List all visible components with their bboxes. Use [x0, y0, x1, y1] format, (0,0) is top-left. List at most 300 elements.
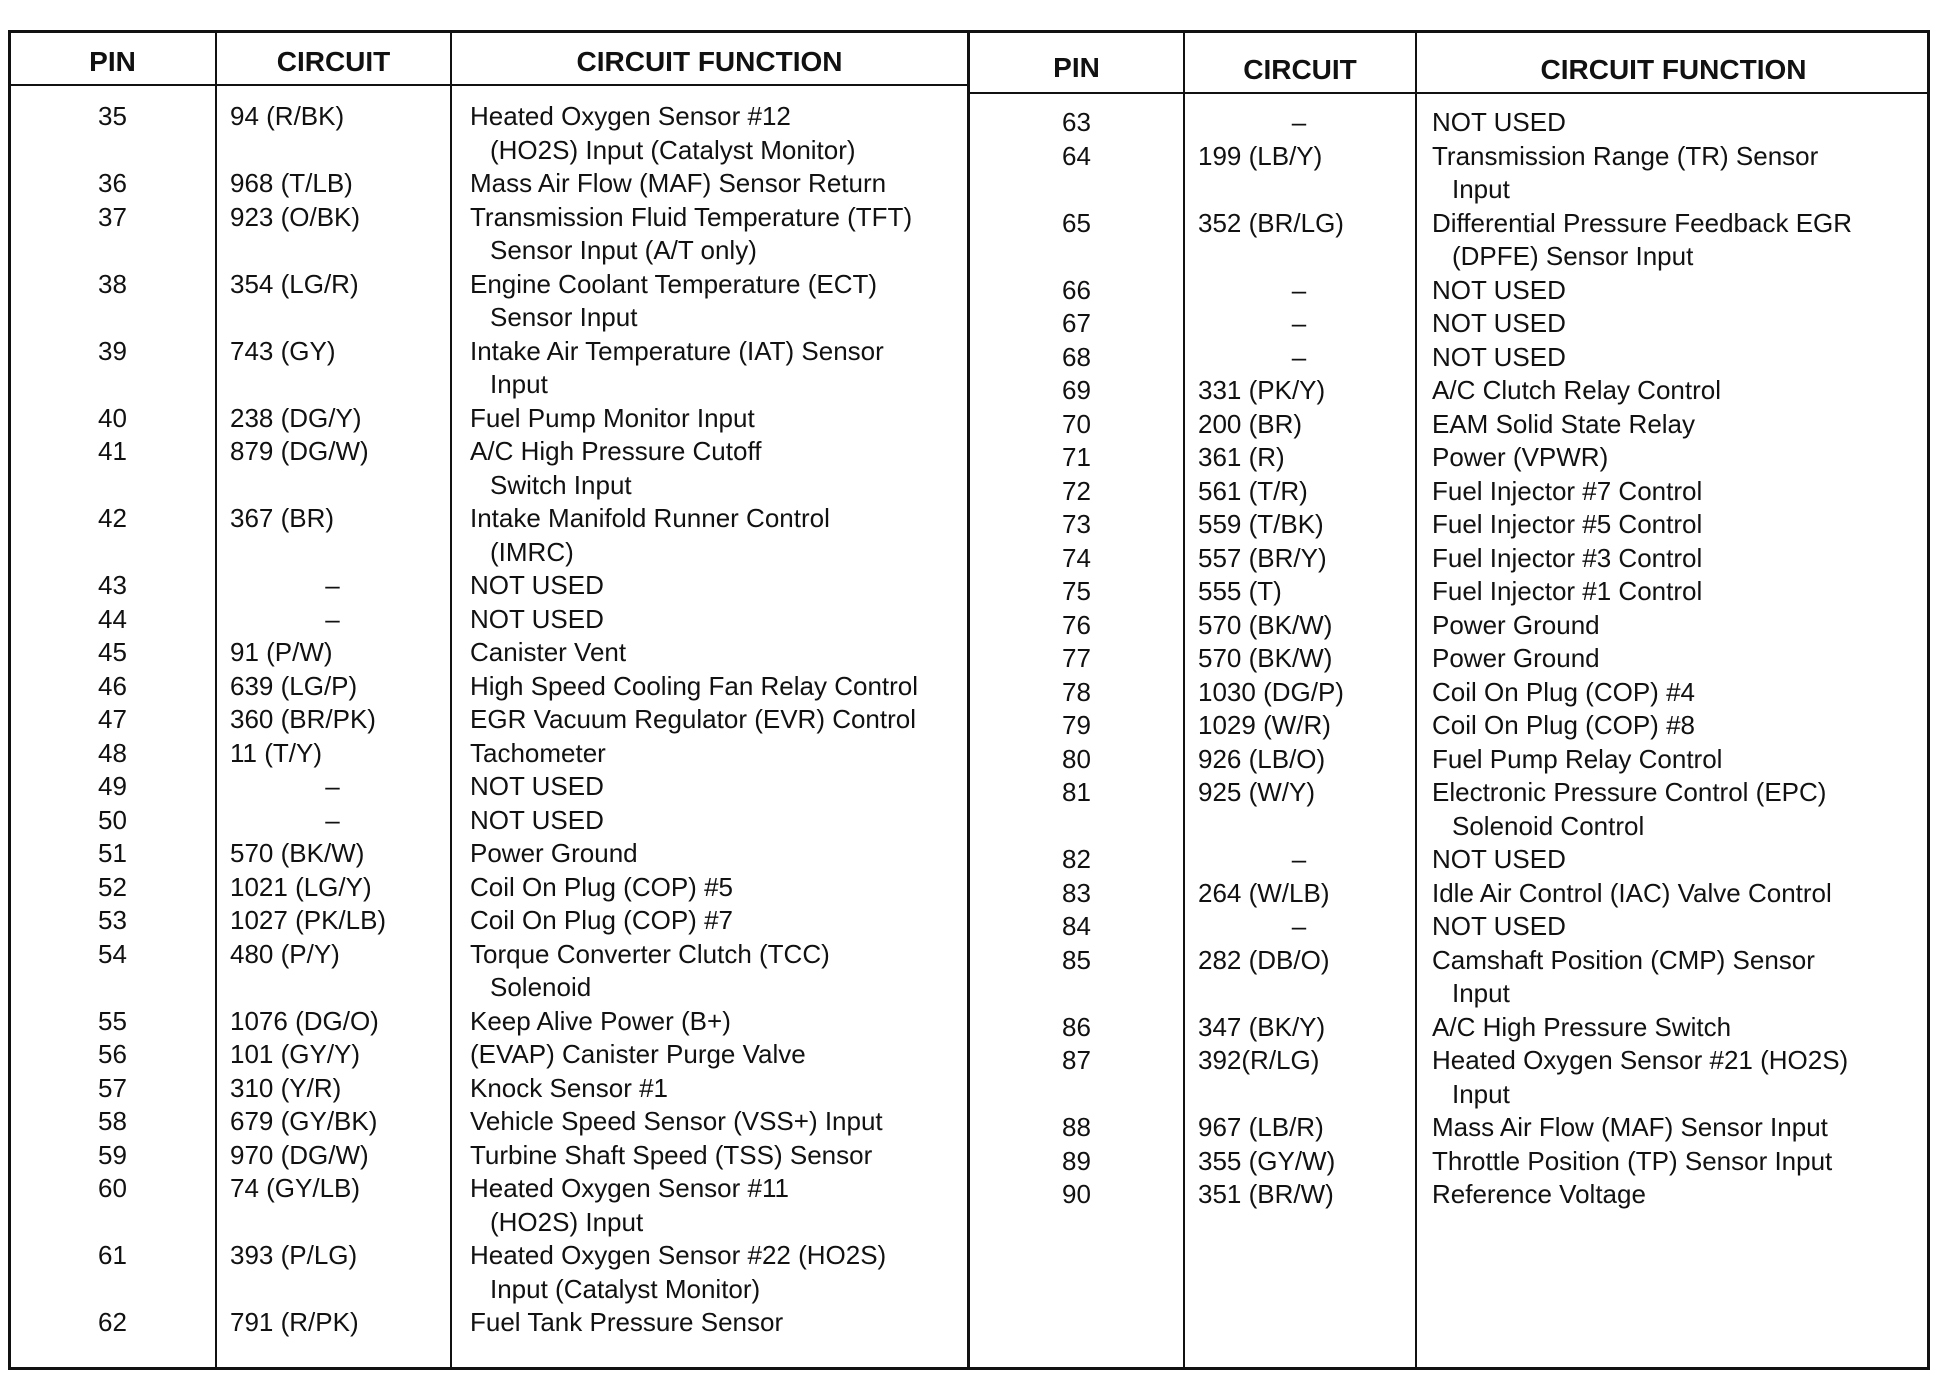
circuit-function — [1415, 944, 1928, 1011]
pin-number: 78 — [1062, 676, 1091, 707]
circuit-code: 393 (P/LG) — [230, 1240, 358, 1270]
circuit-code: 331 (PK/Y) — [1198, 375, 1326, 405]
circuit-code: – — [1291, 308, 1307, 338]
table-row — [10, 837, 965, 871]
table-row — [970, 374, 1928, 408]
circuit-code: 355 (GY/W) — [1198, 1145, 1336, 1176]
pin-number: 68 — [1062, 341, 1091, 372]
circuit-function — [1415, 441, 1928, 475]
table-row — [10, 268, 965, 335]
table-row — [970, 1044, 1928, 1111]
circuit-code: 555 (T) — [1198, 576, 1282, 606]
header-circuit-right: CIRCUIT — [1243, 54, 1357, 85]
function-line: Engine Coolant Temperature (ECT) — [470, 268, 878, 299]
pin-number: 59 — [98, 1139, 127, 1170]
function-line: Vehicle Speed Sensor (VSS+) Input — [470, 1106, 883, 1136]
table-row — [970, 910, 1928, 944]
circuit-code: 199 (LB/Y) — [1198, 140, 1323, 171]
pin-number: 37 — [98, 201, 127, 232]
function-line: Throttle Position (TP) Sensor Input — [1432, 1145, 1833, 1176]
circuit-function — [1415, 341, 1928, 375]
table-row — [970, 207, 1928, 274]
function-line: Fuel Injector #1 Control — [1432, 576, 1703, 606]
function-line: Power Ground — [1432, 609, 1600, 640]
circuit-code: 360 (BR/PK) — [230, 704, 376, 734]
table-row — [970, 441, 1928, 475]
function-line: Mass Air Flow (MAF) Sensor Return — [470, 168, 887, 198]
pin-number: 62 — [98, 1307, 127, 1337]
circuit-code: 361 (R) — [1198, 442, 1285, 472]
function-line: Idle Air Control (IAC) Valve Control — [1432, 877, 1832, 908]
table-row — [10, 1306, 965, 1340]
pin-number: 46 — [98, 670, 127, 701]
function-line: Heated Oxygen Sensor #22 (HO2S) — [470, 1240, 887, 1270]
table-row — [10, 402, 965, 436]
function-line: Reference Voltage — [1432, 1179, 1646, 1209]
table-row — [10, 804, 965, 838]
function-line: Fuel Injector #3 Control — [1432, 542, 1703, 573]
function-line: A/C High Pressure Switch — [1432, 1011, 1732, 1042]
function-line: Power Ground — [1432, 643, 1600, 673]
circuit-code: 1029 (W/R) — [1198, 710, 1331, 740]
pin-number: 80 — [1062, 743, 1091, 774]
circuit-function — [450, 1005, 965, 1039]
table-row — [970, 944, 1928, 1011]
circuit-function — [1415, 508, 1928, 542]
function-line: A/C High Pressure Cutoff — [470, 436, 762, 466]
circuit-function — [1415, 1178, 1928, 1212]
circuit-function — [1415, 609, 1928, 643]
table-row — [10, 167, 965, 201]
table-row — [970, 106, 1928, 140]
circuit-function — [1415, 709, 1928, 743]
circuit-code: 968 (T/LB) — [230, 168, 353, 198]
circuit-function — [450, 1139, 965, 1173]
pin-number: 38 — [98, 268, 127, 299]
pin-number: 63 — [1062, 107, 1091, 137]
function-line: (DPFE) Sensor Input — [1452, 241, 1694, 271]
pin-number: 79 — [1062, 710, 1091, 740]
circuit-code: 1027 (PK/LB) — [230, 905, 387, 935]
function-line: (HO2S) Input — [490, 1206, 644, 1237]
circuit-code: 570 (BK/W) — [1198, 643, 1333, 673]
header-rule-right — [969, 92, 1930, 94]
table-row — [10, 603, 965, 637]
pin-number: 40 — [98, 402, 127, 433]
table-row — [10, 904, 965, 938]
table-row — [10, 1005, 965, 1039]
function-line: NOT USED — [1432, 274, 1566, 305]
circuit-code: 879 (DG/W) — [230, 436, 369, 466]
table-row — [970, 1111, 1928, 1145]
circuit-code: 392(R/LG) — [1198, 1045, 1320, 1075]
circuit-code: 94 (R/BK) — [230, 101, 345, 131]
circuit-code: 347 (BK/Y) — [1198, 1011, 1326, 1042]
table-row — [970, 307, 1928, 341]
circuit-code: 561 (T/R) — [1198, 475, 1308, 506]
circuit-code: – — [325, 804, 340, 835]
circuit-code: 352 (BR/LG) — [1198, 207, 1344, 238]
circuit-function — [450, 737, 965, 771]
table-row — [10, 938, 965, 1005]
pin-number: 75 — [1062, 576, 1091, 606]
function-line: Turbine Shaft Speed (TSS) Sensor — [470, 1139, 873, 1170]
function-line: Transmission Fluid Temperature (TFT) — [470, 201, 913, 232]
circuit-code: 91 (P/W) — [230, 637, 333, 667]
table-row — [970, 743, 1928, 777]
circuit-code: – — [325, 570, 340, 600]
pin-number: 41 — [98, 436, 127, 466]
pin-number: 71 — [1062, 442, 1091, 472]
table-row — [970, 508, 1928, 542]
circuit-function — [450, 871, 965, 905]
function-line: Tachometer — [470, 737, 606, 768]
pin-number: 72 — [1062, 475, 1091, 506]
function-line: (EVAP) Canister Purge Valve — [470, 1039, 806, 1069]
function-line: Power (VPWR) — [1432, 442, 1609, 472]
circuit-code: 679 (GY/BK) — [230, 1106, 378, 1136]
right-rows — [970, 106, 1928, 1212]
function-line: Differential Pressure Feedback EGR — [1432, 207, 1853, 238]
function-line: Solenoid Control — [1452, 810, 1645, 841]
circuit-code: 926 (LB/O) — [1198, 743, 1326, 774]
header-pin-right: PIN — [1053, 52, 1100, 83]
table-row — [10, 636, 965, 670]
circuit-function — [1415, 475, 1928, 509]
header-rule-left — [8, 84, 967, 86]
function-line: NOT USED — [1432, 308, 1566, 338]
function-line: NOT USED — [1432, 107, 1566, 137]
table-row — [970, 140, 1928, 207]
pin-number: 65 — [1062, 207, 1091, 238]
circuit-code: 1030 (DG/P) — [1198, 676, 1344, 707]
pin-number: 77 — [1062, 643, 1091, 673]
pin-number: 87 — [1062, 1045, 1091, 1075]
circuit-function — [1415, 910, 1928, 944]
table-row — [10, 335, 965, 402]
circuit-code: 559 (T/BK) — [1198, 509, 1324, 539]
table-row — [10, 201, 965, 268]
circuit-code: 11 (T/Y) — [230, 737, 322, 768]
pin-number: 86 — [1062, 1011, 1091, 1042]
pin-number: 83 — [1062, 877, 1091, 908]
circuit-code: – — [1291, 274, 1307, 305]
circuit-function — [450, 100, 965, 167]
circuit-function — [450, 670, 965, 704]
table-row — [970, 1145, 1928, 1179]
table-row — [10, 1105, 965, 1139]
pin-number: 74 — [1062, 542, 1091, 573]
pin-number: 36 — [98, 168, 127, 198]
circuit-function — [1415, 575, 1928, 609]
circuit-function — [450, 703, 965, 737]
function-line: Coil On Plug (COP) #7 — [470, 905, 733, 935]
function-line: EGR Vacuum Regulator (EVR) Control — [470, 704, 917, 734]
function-line: Fuel Injector #7 Control — [1432, 475, 1703, 506]
circuit-function — [450, 335, 965, 402]
circuit-function — [450, 904, 965, 938]
circuit-function — [450, 770, 965, 804]
circuit-code: 101 (GY/Y) — [230, 1039, 361, 1069]
table-row — [10, 871, 965, 905]
circuit-code: 1076 (DG/O) — [230, 1005, 379, 1036]
circuit-function — [1415, 1145, 1928, 1179]
pin-number: 48 — [98, 737, 127, 768]
function-line: Input — [1452, 1078, 1510, 1109]
left-rows — [10, 100, 965, 1340]
circuit-code: 74 (GY/LB) — [230, 1173, 361, 1203]
table-row — [10, 1239, 965, 1306]
table-row — [970, 408, 1928, 442]
function-line: NOT USED — [470, 603, 604, 634]
circuit-function — [450, 569, 965, 603]
circuit-code: 923 (O/BK) — [230, 201, 361, 232]
circuit-function — [1415, 307, 1928, 341]
pin-number: 51 — [98, 838, 127, 868]
pin-number: 53 — [98, 905, 127, 935]
circuit-code: 367 (BR) — [230, 503, 335, 533]
circuit-function — [1415, 106, 1928, 140]
function-line: Solenoid — [490, 972, 592, 1002]
circuit-function — [1415, 374, 1928, 408]
circuit-code: 200 (BR) — [1198, 408, 1303, 439]
circuit-function — [450, 1239, 965, 1306]
function-line: Coil On Plug (COP) #5 — [470, 871, 733, 902]
table-row — [970, 1011, 1928, 1045]
pin-number: 35 — [98, 101, 127, 131]
circuit-function — [450, 1306, 965, 1340]
table-row — [10, 1072, 965, 1106]
circuit-code: 570 (BK/W) — [230, 838, 365, 868]
table-row — [970, 475, 1928, 509]
table-row — [970, 575, 1928, 609]
circuit-function — [450, 837, 965, 871]
circuit-function — [450, 268, 965, 335]
function-line: (IMRC) — [490, 536, 574, 567]
function-line: (HO2S) Input (Catalyst Monitor) — [490, 134, 856, 165]
pin-number: 76 — [1062, 609, 1091, 640]
pin-number: 54 — [98, 938, 127, 969]
circuit-function — [1415, 140, 1928, 207]
function-line: Power Ground — [470, 838, 638, 868]
table-row — [10, 1139, 965, 1173]
function-line: Canister Vent — [470, 637, 627, 667]
pin-number: 88 — [1062, 1112, 1091, 1142]
circuit-code: 639 (LG/P) — [230, 670, 358, 701]
table-row — [970, 542, 1928, 576]
circuit-function — [1415, 642, 1928, 676]
pin-number: 45 — [98, 637, 127, 667]
function-line: NOT USED — [1432, 844, 1566, 874]
pin-number: 61 — [98, 1240, 127, 1270]
function-line: Fuel Tank Pressure Sensor — [470, 1307, 784, 1337]
circuit-function — [1415, 207, 1928, 274]
table-row — [970, 877, 1928, 911]
circuit-code: 351 (BR/W) — [1198, 1179, 1334, 1209]
circuit-function — [450, 167, 965, 201]
pin-number: 43 — [98, 570, 127, 600]
table-row — [10, 770, 965, 804]
circuit-function — [450, 938, 965, 1005]
function-line: Input (Catalyst Monitor) — [490, 1273, 761, 1304]
circuit-code: 791 (R/PK) — [230, 1307, 359, 1337]
circuit-code: – — [325, 771, 340, 801]
circuit-code: 282 (DB/O) — [1198, 944, 1330, 975]
circuit-function — [450, 636, 965, 670]
pin-number: 47 — [98, 704, 127, 734]
circuit-function — [1415, 1011, 1928, 1045]
table-row — [10, 737, 965, 771]
pin-number: 52 — [98, 871, 127, 902]
pin-number: 56 — [98, 1039, 127, 1069]
function-line: Coil On Plug (COP) #4 — [1432, 676, 1695, 707]
circuit-function — [1415, 1111, 1928, 1145]
circuit-function — [450, 1072, 965, 1106]
pin-number: 90 — [1062, 1179, 1091, 1209]
pin-number: 69 — [1062, 375, 1091, 405]
function-line: Sensor Input — [490, 302, 638, 332]
function-line: Switch Input — [490, 469, 632, 500]
pin-number: 60 — [98, 1173, 127, 1203]
circuit-code: 557 (BR/Y) — [1198, 542, 1327, 573]
function-line: Camshaft Position (CMP) Sensor — [1432, 944, 1815, 975]
function-line: Knock Sensor #1 — [470, 1072, 669, 1103]
circuit-function — [1415, 743, 1928, 777]
pin-number: 39 — [98, 335, 127, 366]
pin-number: 58 — [98, 1106, 127, 1136]
pin-number: 49 — [98, 771, 127, 801]
pin-number: 44 — [98, 603, 127, 634]
circuit-code: – — [1291, 844, 1307, 874]
table-row — [970, 776, 1928, 843]
table-row — [970, 341, 1928, 375]
circuit-code: 970 (DG/W) — [230, 1139, 369, 1170]
table-row — [10, 1172, 965, 1239]
circuit-code: – — [1291, 911, 1307, 941]
function-line: Input — [1452, 978, 1510, 1008]
circuit-function — [1415, 676, 1928, 710]
circuit-code: – — [325, 603, 340, 634]
table-row — [970, 642, 1928, 676]
table-row — [970, 676, 1928, 710]
function-line: Keep Alive Power (B+) — [470, 1005, 731, 1036]
pin-number: 81 — [1062, 777, 1091, 807]
circuit-code: 480 (P/Y) — [230, 938, 340, 969]
circuit-function — [1415, 776, 1928, 843]
circuit-function — [450, 1038, 965, 1072]
function-line: Electronic Pressure Control (EPC) — [1432, 777, 1827, 807]
function-line: Input — [490, 369, 548, 399]
circuit-code: 967 (LB/R) — [1198, 1112, 1324, 1142]
pin-number: 50 — [98, 804, 127, 835]
table-row — [970, 609, 1928, 643]
header-pin-left: PIN — [89, 46, 136, 77]
function-line: Fuel Injector #5 Control — [1432, 509, 1703, 539]
table-row — [10, 703, 965, 737]
circuit-code: 1021 (LG/Y) — [230, 871, 372, 902]
circuit-code: – — [1291, 107, 1307, 137]
function-line: Heated Oxygen Sensor #21 (HO2S) — [1432, 1045, 1849, 1075]
circuit-code: 925 (W/Y) — [1198, 777, 1316, 807]
function-line: NOT USED — [1432, 911, 1566, 941]
table-row — [10, 1038, 965, 1072]
function-line: Heated Oxygen Sensor #12 — [470, 101, 791, 131]
table-row — [10, 100, 965, 167]
pin-number: 85 — [1062, 944, 1091, 975]
function-line: NOT USED — [470, 804, 604, 835]
circuit-function — [1415, 408, 1928, 442]
circuit-function — [1415, 843, 1928, 877]
circuit-function — [1415, 877, 1928, 911]
function-line: NOT USED — [470, 570, 604, 600]
circuit-function — [450, 1105, 965, 1139]
circuit-function — [450, 201, 965, 268]
function-line: EAM Solid State Relay — [1432, 408, 1696, 439]
header-circuit-left: CIRCUIT — [276, 46, 391, 77]
circuit-function — [450, 603, 965, 637]
pin-number: 66 — [1062, 274, 1091, 305]
header-function-right: CIRCUIT FUNCTION — [1540, 54, 1807, 85]
circuit-function — [450, 1172, 965, 1239]
function-line: Intake Air Temperature (IAT) Sensor — [470, 335, 884, 366]
function-line: Torque Converter Clutch (TCC) — [470, 938, 830, 969]
table-row — [10, 435, 965, 502]
circuit-function — [450, 502, 965, 569]
function-line: NOT USED — [470, 771, 604, 801]
circuit-code: 310 (Y/R) — [230, 1072, 342, 1103]
circuit-code: 354 (LG/R) — [230, 268, 359, 299]
function-line: Mass Air Flow (MAF) Sensor Input — [1432, 1112, 1828, 1142]
function-line: Heated Oxygen Sensor #11 — [470, 1173, 789, 1203]
table-row — [10, 569, 965, 603]
circuit-code: 743 (GY) — [230, 335, 336, 366]
table-row — [970, 709, 1928, 743]
circuit-function — [450, 402, 965, 436]
function-line: Fuel Pump Relay Control — [1432, 743, 1723, 774]
circuit-code: – — [1291, 341, 1307, 372]
function-line: Fuel Pump Monitor Input — [470, 402, 755, 433]
table-row — [10, 502, 965, 569]
pin-number: 67 — [1062, 308, 1091, 338]
circuit-function — [1415, 274, 1928, 308]
function-line: Coil On Plug (COP) #8 — [1432, 710, 1695, 740]
circuit-function — [450, 435, 965, 502]
function-line: NOT USED — [1432, 341, 1566, 372]
pin-number: 70 — [1062, 408, 1091, 439]
circuit-code: 570 (BK/W) — [1198, 609, 1333, 640]
circuit-function — [1415, 542, 1928, 576]
pin-number: 64 — [1062, 140, 1091, 171]
header-function-left: CIRCUIT FUNCTION — [576, 46, 843, 77]
pin-number: 89 — [1062, 1145, 1091, 1176]
pin-number: 84 — [1062, 911, 1091, 941]
circuit-code: 238 (DG/Y) — [230, 402, 362, 433]
pin-number: 42 — [98, 503, 127, 533]
table-row — [970, 274, 1928, 308]
function-line: Transmission Range (TR) Sensor — [1432, 140, 1819, 171]
function-line: Input — [1452, 174, 1510, 204]
circuit-function — [1415, 1044, 1928, 1111]
pin-number: 57 — [98, 1072, 127, 1103]
function-line: Sensor Input (A/T only) — [490, 235, 757, 265]
function-line: A/C Clutch Relay Control — [1432, 375, 1721, 405]
table-row — [970, 1178, 1928, 1212]
pin-number: 73 — [1062, 509, 1091, 539]
table-row — [970, 843, 1928, 877]
circuit-code: 264 (W/LB) — [1198, 877, 1330, 908]
circuit-function — [450, 804, 965, 838]
pin-number: 82 — [1062, 844, 1091, 874]
